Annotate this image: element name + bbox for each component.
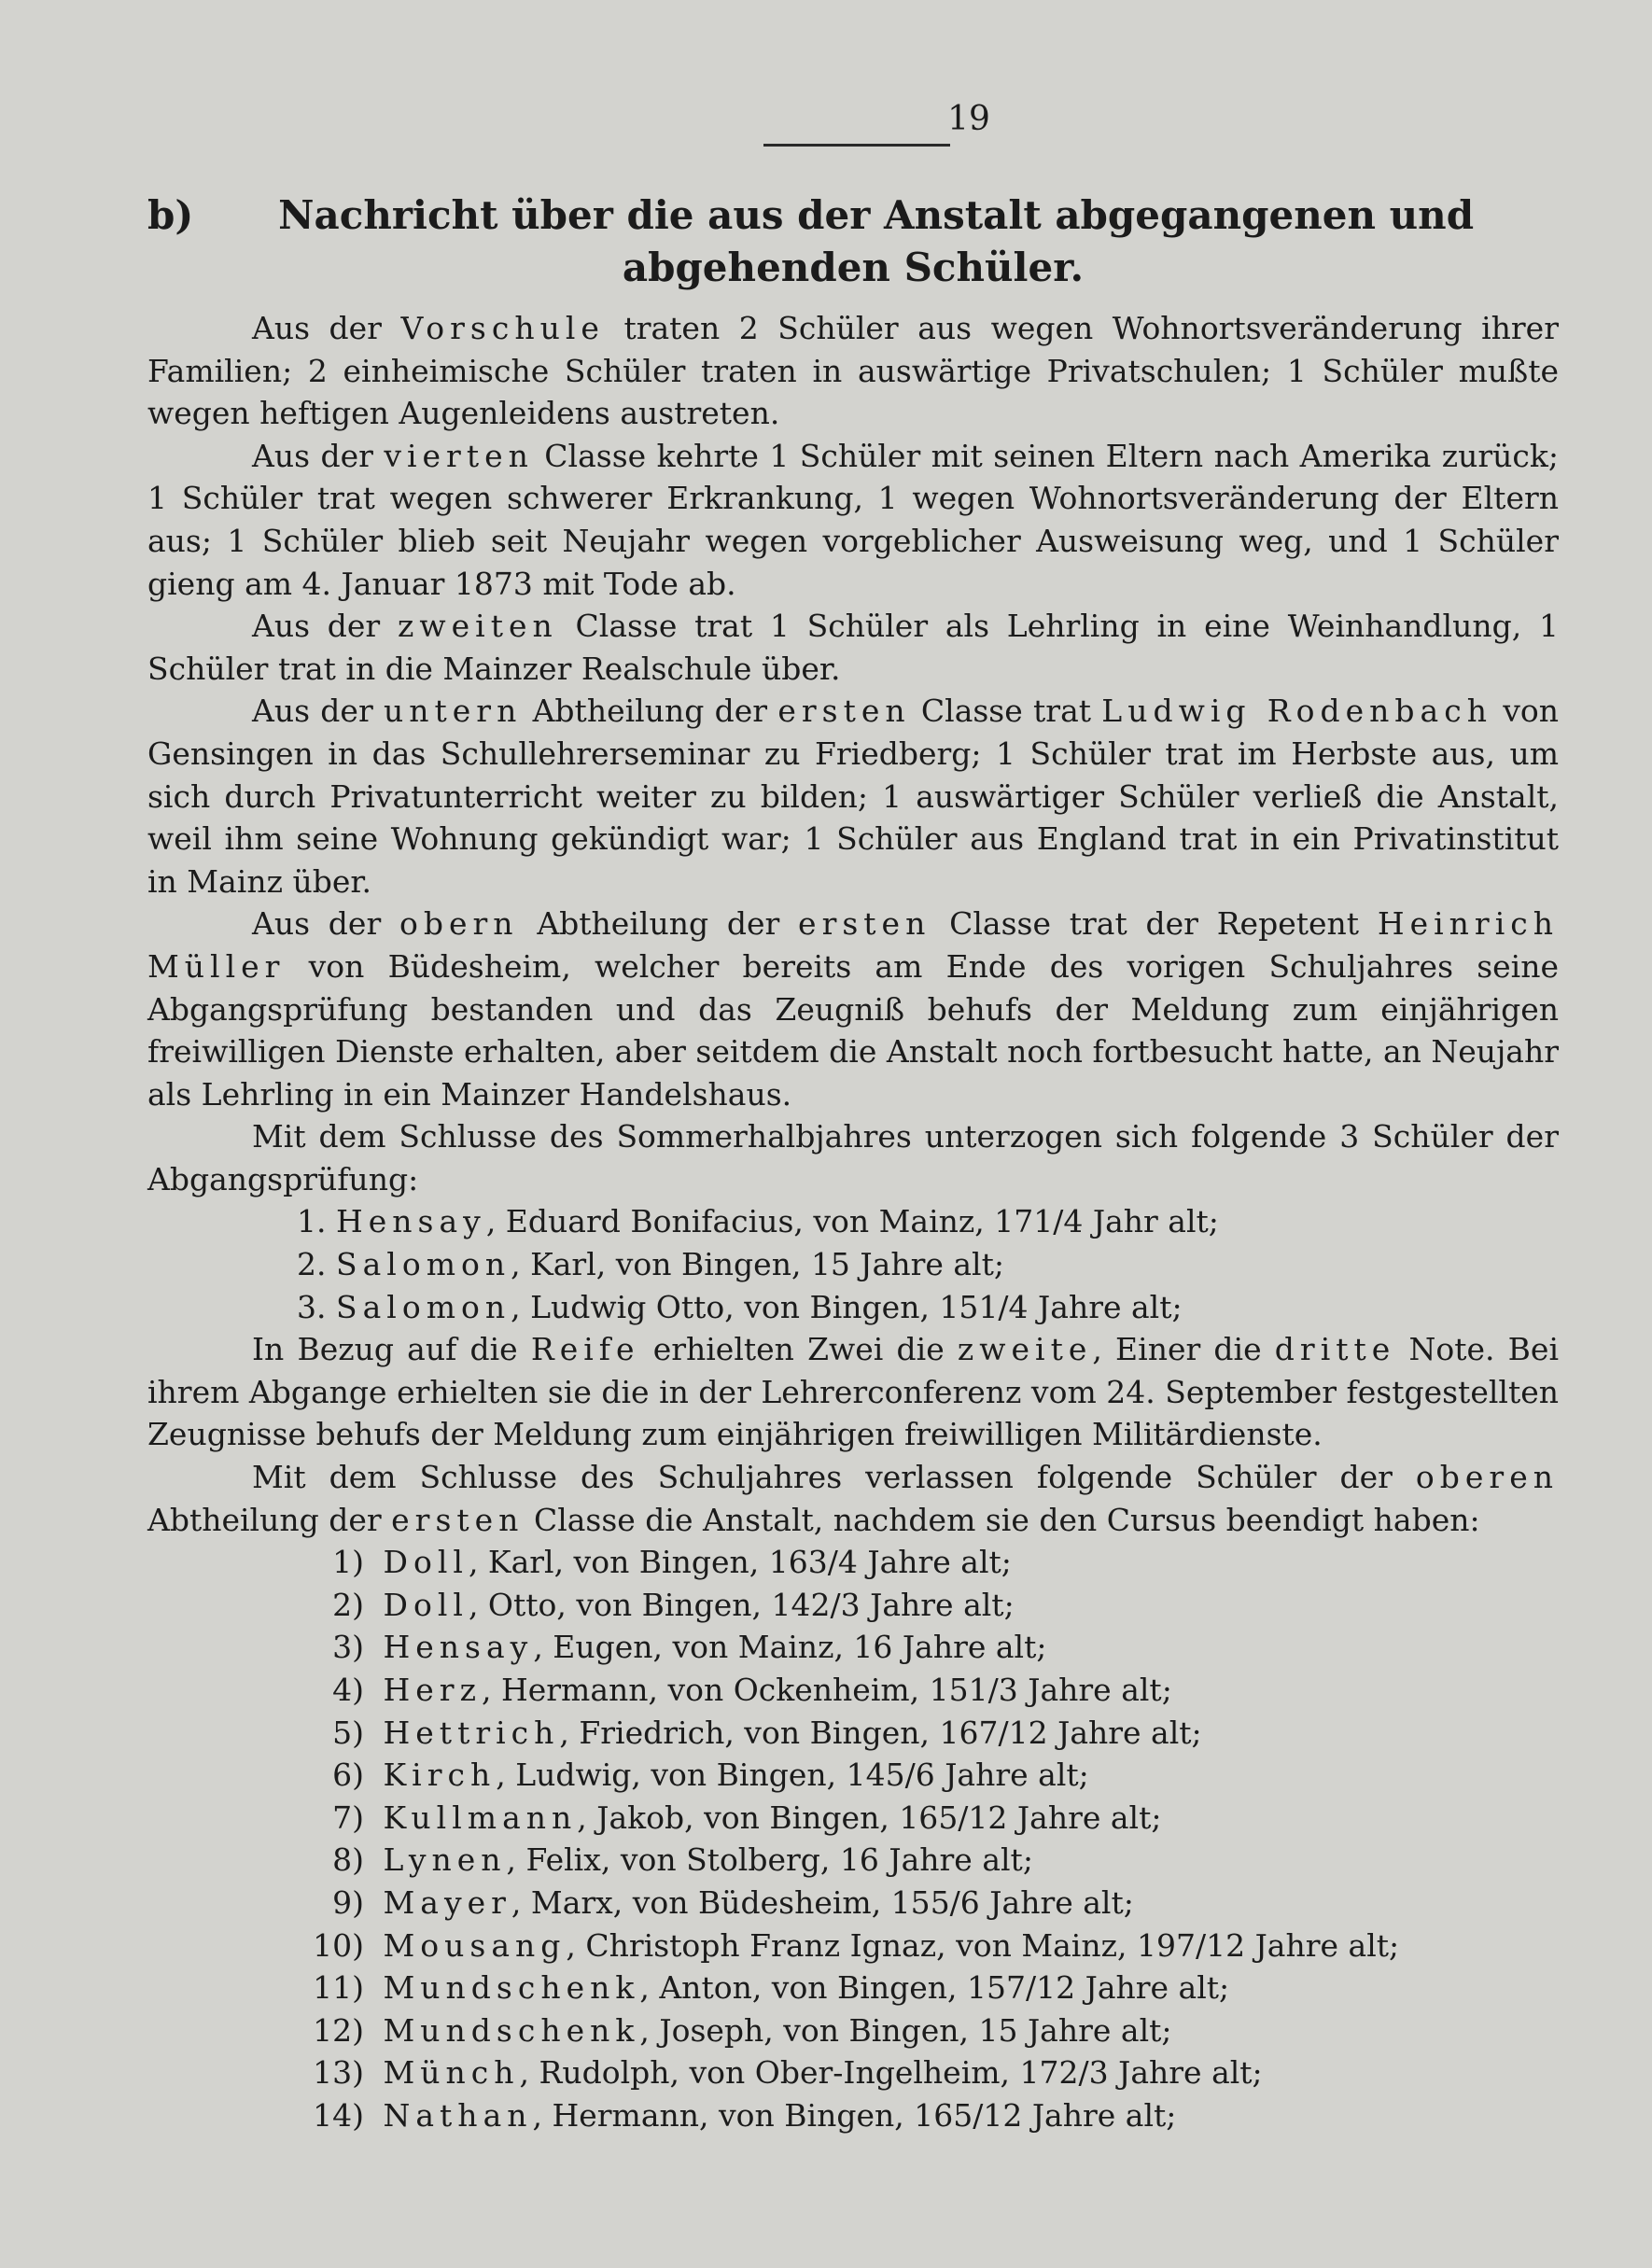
person-details: , Christoph Franz Ignaz, von Mainz, 19 [566, 1926, 1176, 1964]
paragraph-vierte-classe: Aus der vierten Classe kehrte 1 Schüler mit seinen Eltern nach Amerika zurück; 1 Schüler trat wegen schwerer Erkrankung, 1 wegen Wohnortsveränderung der Eltern aus; 1 Schüler blieb seit Neujahr wegen vorgeblicher Ausweisung weg, und 1 Schüler gieng am 4. Januar 1873 mit Tode ab. [147, 437, 1559, 602]
person-details: , Karl, von Bingen, 16 [468, 1544, 808, 1581]
person-surname: Salomon [336, 1288, 511, 1325]
person-details: , Hermann, von Ockenheim, 15 [481, 1672, 969, 1708]
list-item [147, 1967, 1559, 2009]
list-number: 12) [313, 2011, 364, 2049]
age-suffix: Jahre alt; [1007, 1799, 1162, 1836]
paragraph-vorschule: Aus der Vorschule traten 2 Schüler aus wegen Wohnortsveränderung ihrer Familien; 2 einheimische Schüler traten in auswärtige Privatschulen; 1 Schüler mußte wegen heftigen Augenleidens austreten. [147, 310, 1559, 432]
graduates-list [147, 1541, 1559, 2136]
person-surname: Mundschenk [383, 1969, 640, 2007]
person-details: , Felix, von Stolberg, 16 Jahre alt; [506, 1841, 1033, 1879]
section-label: b) [147, 192, 194, 238]
age-fraction: 5/12 [953, 2096, 1023, 2134]
person-surname: Mundschenk [383, 2011, 640, 2049]
person-details: , Jakob, von Bingen, 16 [577, 1799, 939, 1836]
list-number: 6) [332, 1757, 364, 1794]
list-number: 5) [332, 1714, 364, 1751]
list-item [147, 1200, 1559, 1243]
age-fraction: 1/4 [1033, 1203, 1084, 1240]
list-number: 13) [313, 2054, 364, 2092]
list-item [147, 1286, 1559, 1329]
list-number: 1. [297, 1203, 327, 1240]
person-details: , Karl, von Bingen, 15 Jahre alt; [511, 1246, 1004, 1283]
age-suffix: Jahre alt; [979, 1883, 1134, 1921]
person-details: , Marx, von Büdesheim, 15 [511, 1883, 931, 1921]
person-details: , Rudolph, von Ober-Ingelheim, 17 [519, 2054, 1059, 2092]
person-surname: Hettrich [383, 1714, 560, 1751]
age-fraction: 7/12 [1006, 1969, 1076, 2007]
paragraph-reife: In Bezug auf die Reife erhielten Zwei die zweite, Einer die dritte Note. Bei ihrem Abgange erhielten sie die in der Lehrerconferenz vom 24. September festgestellten Zeugnisse behufs der Meldung zum einjährigen freiwilligen Militärdienste. [147, 1331, 1559, 1453]
person-surname: Hensay [336, 1203, 486, 1240]
list-number: 7) [332, 1799, 364, 1836]
person-details: , Ludwig, von Bingen, 14 [496, 1757, 886, 1794]
person-surname: Nathan [383, 2096, 533, 2134]
paragraph-sommerhalbjahr: Mit dem Schlusse des Sommerhalbjahres unterzogen sich folgende 3 Schüler der Abgangsprüfung: [147, 1118, 1559, 1197]
section-title: Nachricht über die aus der Anstalt abgegangenen und abgehenden Schüler. [278, 192, 1475, 290]
person-details: , Anton, von Bingen, 15 [639, 1969, 1006, 2007]
age-suffix: Jahre alt; [1017, 1672, 1172, 1708]
person-surname: Lynen [383, 1841, 507, 1879]
person-details: , Ludwig Otto, von Bingen, 15 [511, 1288, 979, 1325]
age-fraction: 1/3 [968, 1672, 1018, 1708]
list-item [147, 1754, 1559, 1797]
person-surname: Mousang [383, 1926, 567, 1964]
list-item [147, 2094, 1559, 2137]
summer-exam-list [147, 1200, 1559, 1328]
list-item [147, 1839, 1559, 1882]
age-suffix: Jahre alt; [1022, 2096, 1177, 2134]
person-surname: Hensay [383, 1629, 534, 1666]
person-surname: Herz [383, 1672, 482, 1708]
age-fraction: 5/6 [885, 1757, 935, 1794]
paragraph-untere-abtheilung: Aus der untern Abtheilung der ersten Classe trat Ludwig Rodenbach von Gensingen in das Schullehrerseminar zu Friedberg; 1 Schüler trat im Herbste aus, um sich durch Privatunterricht weiter zu bilden; 1 auswärtiger Schüler verließ die Anstalt, weil ihm seine Wohnung gekündigt war; 1 Schüler aus England trat in ein Privatinstitut in Mainz über. [147, 693, 1559, 900]
age-suffix: Jahre alt; [1075, 1969, 1230, 2007]
list-number: 14) [313, 2096, 364, 2134]
age-suffix: Jahre alt; [1245, 1926, 1400, 1964]
age-fraction: 2/3 [1058, 2054, 1109, 2092]
list-item [147, 2009, 1559, 2052]
person-surname: Mayer [383, 1883, 511, 1921]
paragraph-schuljahr: Mit dem Schlusse des Schuljahres verlassen folgende Schüler der oberen Abtheilung der ersten Classe die Anstalt, nachdem sie den Cursus beendigt haben: [147, 1459, 1559, 1538]
age-fraction: 2/3 [810, 1586, 861, 1623]
list-number: 1) [332, 1544, 364, 1581]
list-number: 9) [332, 1883, 364, 1921]
age-suffix: Jahre alt; [1028, 1288, 1183, 1325]
list-number: 3. [297, 1288, 327, 1325]
person-surname: Doll [383, 1586, 469, 1623]
age-fraction: 7/12 [1175, 1926, 1246, 1964]
person-details: , Friedrich, von Bingen, 16 [559, 1714, 979, 1751]
page-number-rule [763, 144, 950, 147]
list-item [147, 1882, 1559, 1925]
list-item [147, 1626, 1559, 1669]
age-fraction: 5/6 [930, 1883, 980, 1921]
age-suffix: Jahre alt; [857, 1544, 1012, 1581]
person-details: , Otto, von Bingen, 14 [468, 1586, 811, 1623]
section-heading [147, 189, 1559, 294]
person-details: , Joseph, von Bingen, 15 Jahre alt; [639, 2011, 1172, 2049]
age-suffix: Jahre alt; [1047, 1714, 1202, 1751]
person-surname: Kullmann [383, 1799, 578, 1836]
age-suffix: Jahre alt; [860, 1586, 1015, 1623]
list-number: 8) [332, 1841, 364, 1879]
age-fraction: 3/4 [807, 1544, 858, 1581]
list-item [147, 2051, 1559, 2094]
page-number: 19 [947, 100, 990, 138]
paragraph-obere-abtheilung: Aus der obern Abtheilung der ersten Classe trat der Repetent Heinrich Müller von Büdesheim, welcher bereits am Ende des vorigen Schuljahres seine Abgangsprüfung bestanden und das Zeugniß behufs der Meldung zum einjährigen freiwilligen Dienste erhalten, aber seitdem die Anstalt noch fortbesucht hatte, an Neujahr als Lehrling in ein Mainzer Handelshaus. [147, 905, 1559, 1113]
age-suffix: Jahr alt; [1083, 1203, 1219, 1240]
age-fraction: 7/12 [978, 1714, 1048, 1751]
list-item [147, 1669, 1559, 1712]
person-details: , Hermann, von Bingen, 16 [532, 2096, 954, 2134]
list-item [147, 1541, 1559, 1584]
person-surname: Doll [383, 1544, 469, 1581]
list-number: 2) [332, 1586, 364, 1623]
list-item [147, 1584, 1559, 1627]
person-surname: Kirch [383, 1757, 497, 1794]
person-surname: Münch [383, 2054, 520, 2092]
age-suffix: Jahre alt; [934, 1757, 1089, 1794]
age-fraction: 5/12 [938, 1799, 1008, 1836]
list-number: 4) [332, 1672, 364, 1708]
list-number: 11) [313, 1969, 364, 2007]
age-suffix: Jahre alt; [1108, 2054, 1263, 2092]
list-number: 2. [297, 1246, 327, 1283]
list-item [147, 1925, 1559, 1967]
person-details: , Eduard Bonifacius, von Mainz, 17 [485, 1203, 1034, 1240]
list-item [147, 1243, 1559, 1286]
list-number: 3) [332, 1629, 364, 1666]
age-fraction: 1/4 [978, 1288, 1029, 1325]
list-item [147, 1712, 1559, 1755]
list-number: 10) [313, 1926, 364, 1964]
paragraph-zweite-classe: Aus der zweiten Classe trat 1 Schüler als Lehrling in eine Weinhandlung, 1 Schüler trat in die Mainzer Realschule über. [147, 608, 1559, 687]
list-item [147, 1797, 1559, 1840]
person-details: , Eugen, von Mainz, 16 Jahre alt; [533, 1629, 1047, 1666]
person-surname: Salomon [336, 1246, 511, 1283]
